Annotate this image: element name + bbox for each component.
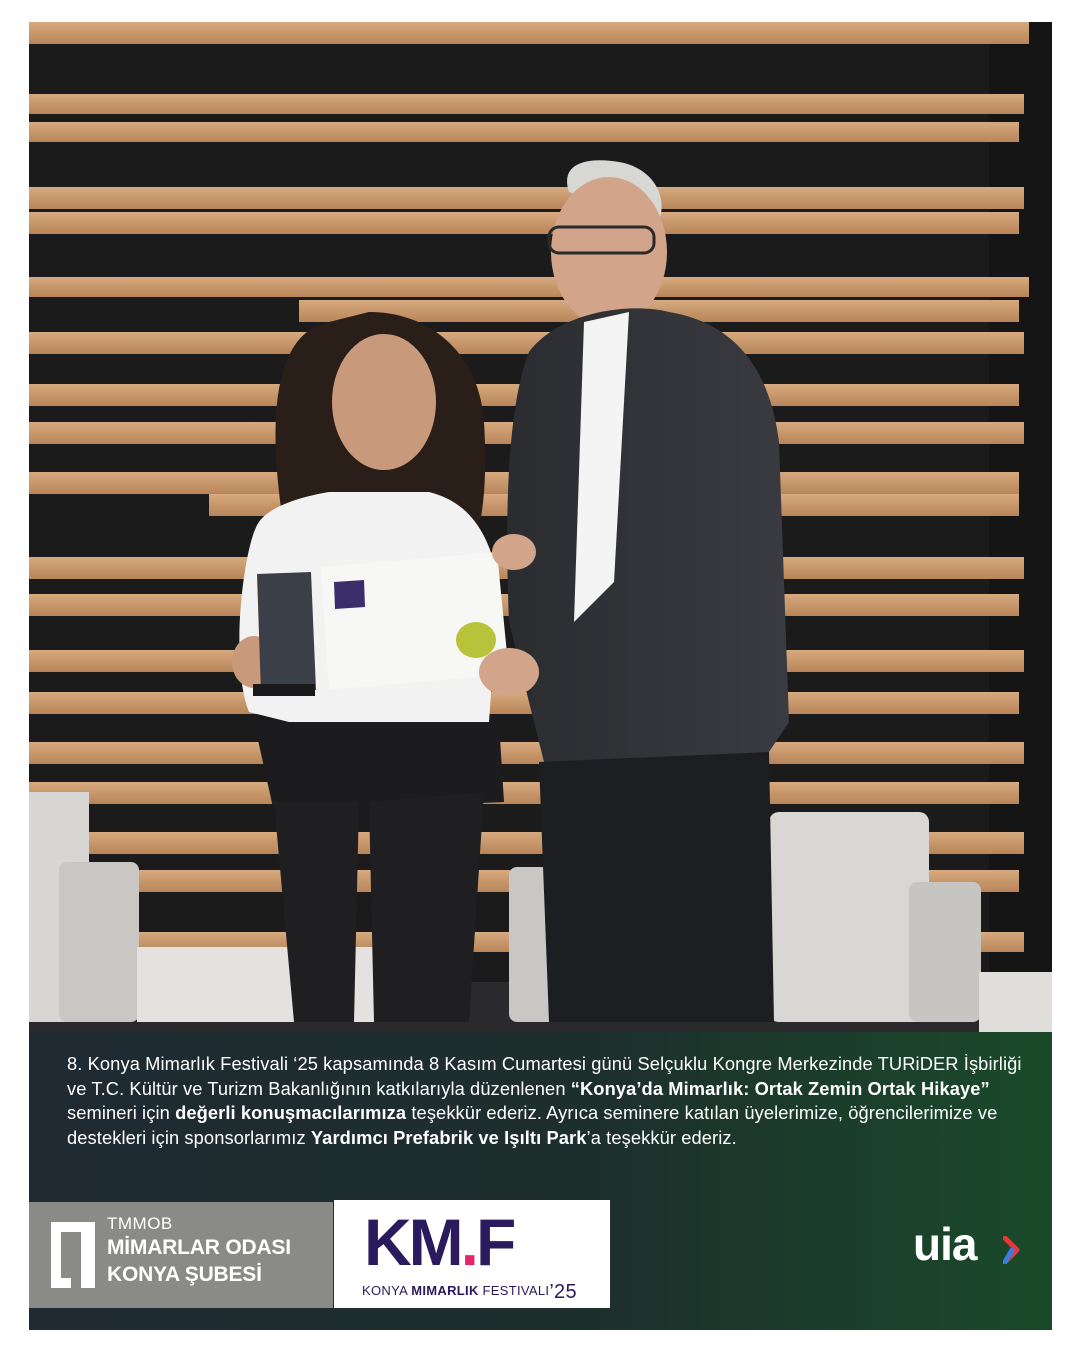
tmmob-logo — [29, 1202, 333, 1308]
award-plaque — [253, 572, 316, 696]
side-table-right — [979, 972, 1052, 1032]
tmmob-line2: MİMARLAR ODASI — [107, 1236, 291, 1259]
caption-speakers: değerli konuşmacılarımıza — [175, 1102, 407, 1124]
tmmob-line3: KONYA ŞUBESİ — [107, 1263, 262, 1286]
event-photo — [29, 22, 1052, 1032]
caption-part-4: ’a teşekkür ederiz. — [586, 1126, 737, 1148]
kmf-sub-festivali: FESTIVALI — [478, 1283, 550, 1298]
caption-part-1: 8. Konya Mimarlık Festivali ‘25 kapsamında 8 Kasım Cumartesi günü Selçuklu Kongre Merkezinde TURiDER İşbirliği ve T.C. Kültür ve Turizm Bakanlığının katkılarıyla düzenlenen — [67, 1053, 1022, 1099]
kmf-year: ’25 — [549, 1281, 577, 1303]
kmf-subtitle — [362, 1278, 577, 1301]
kmf-dot: . — [460, 1205, 476, 1279]
kmf-sub-mimarlik: MIMARLIK — [411, 1283, 479, 1298]
post-frame — [29, 22, 1052, 1330]
kmf-letter-f: F — [476, 1205, 514, 1279]
photo-illustration — [29, 22, 1052, 1032]
tmmob-text — [107, 1214, 291, 1288]
kmf-logo — [334, 1200, 610, 1308]
caption-sponsors: Yardımcı Prefabrik ve Işıltı Park — [310, 1126, 587, 1148]
kmf-wordmark — [364, 1206, 513, 1278]
uia-logo — [913, 1216, 1033, 1276]
caption-seminar-title: “Konya’da Mimarlık: Ortak Zemin Ortak Hikaye” — [570, 1077, 990, 1099]
kmf-sub-konya: KONYA — [362, 1283, 412, 1298]
tmmob-mark-icon — [51, 1222, 95, 1288]
kmf-letter-k: K — [364, 1205, 409, 1279]
caption-text — [67, 1052, 1027, 1150]
uia-arrow-icon — [1003, 1236, 1025, 1264]
uia-wordmark: uia — [913, 1218, 977, 1270]
caption-part-3: teşekkür ederiz. Ayrıca seminere katılan üyelerimize, öğrencilerimize ve destekleri için sponsorlarımız — [67, 1102, 998, 1148]
kmf-letter-m: M — [408, 1205, 461, 1279]
tmmob-line1: TMMOB — [107, 1214, 173, 1233]
caption-part-2: semineri için — [67, 1102, 176, 1124]
